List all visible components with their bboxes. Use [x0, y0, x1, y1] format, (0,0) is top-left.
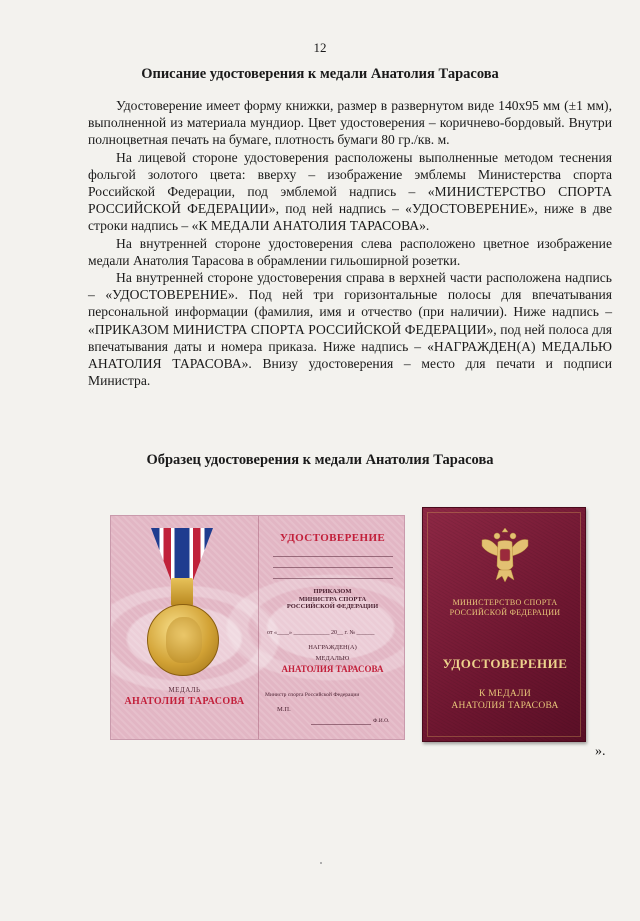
order-date-line: от «____» ____________ 20__ г. № ______: [267, 630, 375, 636]
subtitle-line: К МЕДАЛИ: [478, 689, 531, 699]
medal-icon: [147, 604, 219, 676]
prikaz-text: [259, 588, 406, 611]
cover-ministry-text: [423, 598, 587, 618]
section-title: Описание удостоверения к медали Анатолия Тарасова: [141, 66, 499, 82]
paragraph: На внутренней стороне удостоверения справа в верхней части расположена надпись – «УДОСТОВЕРЕНИЕ». Под ней три горизонтальные полосы для впечатывания персональной информации (фамилия, имя и отчество (при наличии). Ниже надпись – «ПРИКАЗОМ МИНИСТРА СПОРТА РОССИЙСКОЙ ФЕДЕРАЦИИ», под ней полоса для впечатывания даты и номера приказа. Ниже надпись – «НАГРАЖДЕН(А) МЕДАЛЬЮ АНАТОЛИЯ ТАРАСОВА». Внизу удостоверения – место для печати и подписи Министра.: [88, 270, 612, 389]
description-text: [88, 97, 612, 389]
name-line: [273, 556, 393, 557]
closing-quote: ».: [595, 744, 606, 759]
medal-caption-big: АНАТОЛИЯ ТАРАСОВА: [124, 696, 245, 707]
awarded-label: НАГРАЖДЕН(А): [308, 644, 357, 651]
open-certificate-image: [110, 515, 405, 740]
cover-subtitle: [423, 688, 587, 712]
prikaz-line: ПРИКАЗОМ: [313, 588, 352, 595]
sample-title: Образец удостоверения к медали Анатолия Тарасова: [146, 452, 494, 468]
medal-portrait: [166, 617, 202, 663]
medal-caption-small: МЕДАЛЬ: [168, 686, 201, 694]
fio-label: Ф.И.О.: [373, 718, 390, 724]
ministry-line: РОССИЙСКОЙ ФЕДЕРАЦИИ: [449, 608, 561, 617]
prikaz-line: МИНИСТРА СПОРТА: [298, 595, 367, 603]
closed-cover-image: [422, 507, 586, 742]
paragraph: На лицевой стороне удостоверения расположены выполненные методом теснения фольгой золотого цвета: вверху – изображение эмблемы Министерства спорта Российской Федерации, под эмблемой надпись – «МИНИСТЕРСТВО СПОРТА РОССИЙСКОЙ ФЕДЕРАЦИИ», под ней надпись – «УДОСТОВЕРЕНИЕ», ниже в две строки надпись – «К МЕДАЛИ АНАТОЛИЯ ТАРАСОВА».: [88, 149, 612, 234]
stamp-place: М.П.: [277, 706, 291, 713]
name-line: [273, 567, 393, 568]
signature-line: [311, 724, 371, 725]
scan-artifact: [320, 862, 322, 864]
subtitle-line: АНАТОЛИЯ ТАРАСОВА: [451, 701, 559, 711]
paragraph: Удостоверение имеет форму книжки, размер в развернутом виде 140х95 мм (±1 мм), выполненной из материала мундиор. Цвет удостоверения – коричнево-бордовый. Внутри полноцветная печать на бумаге, плотность бумаги 80 гр./кв. м.: [88, 98, 612, 148]
medal-word: МЕДАЛЬЮ: [315, 655, 350, 662]
paragraph: На внутренней стороне удостоверения слева расположено цветное изображение медали Анатолия Тарасова в обрамлении гильоширной розетки.: [88, 235, 612, 268]
certificate-fold: [258, 516, 259, 739]
cover-title: УДОСТОВЕРЕНИЕ: [442, 656, 568, 671]
medal-ribbon: [151, 528, 213, 580]
medal-ribbon-bar: [171, 578, 193, 606]
name-line: [273, 578, 393, 579]
certificate-title: УДОСТОВЕРЕНИЕ: [279, 532, 386, 544]
double-headed-eagle-icon: [478, 522, 532, 586]
medal-name: АНАТОЛИЯ ТАРАСОВА: [281, 664, 384, 674]
ministry-line: МИНИСТЕРСТВО СПОРТА: [452, 598, 558, 607]
page-number: 12: [313, 40, 327, 55]
minister-label: Министр спорта Российской Федерации: [265, 692, 360, 698]
prikaz-line: РОССИЙСКОЙ ФЕДЕРАЦИИ: [286, 603, 379, 610]
